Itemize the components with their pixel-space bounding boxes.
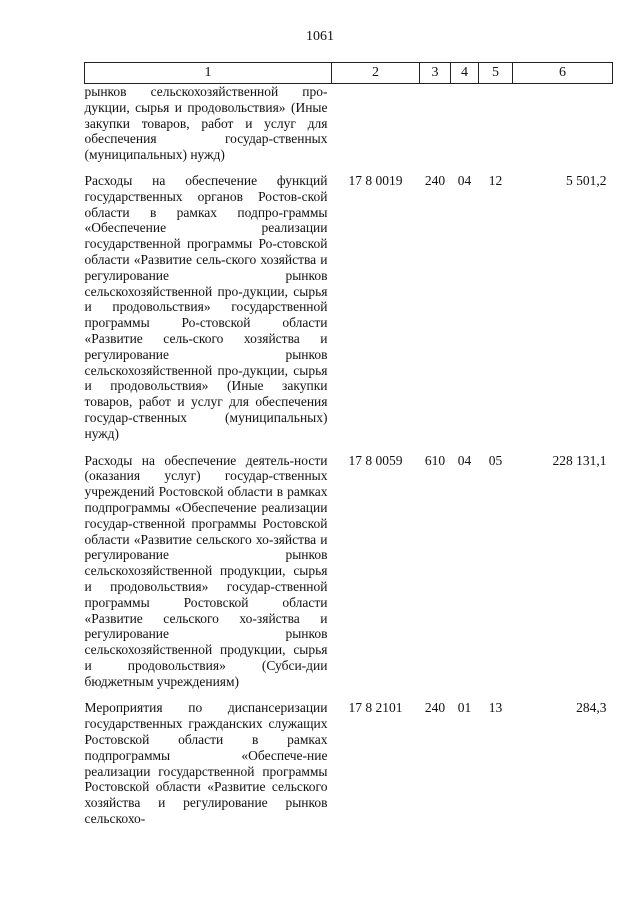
row-section: 01	[457, 700, 472, 716]
row-description: Расходы на обеспечение функций государственных органов Ростов-ской области в рамках подпро-граммы «Обеспечение реализации государственной программы Ро-стовской области «Развитие сель-ского хозяйства и регулирование рынков сельскохозяйственной про-дукции, сырья и продовольствия» государственной программы Ро-стовской области «Развитие сель-ского хозяйства и регулирование рынков сельскохозяйственной про-дукции, сырья и продовольствия» (Иные закупки товаров, работ и услуг для обеспечения государ-ственных (муниципальных) нужд)	[84, 172, 328, 441]
row-amount	[513, 84, 613, 173]
row-expense-type: 240	[424, 172, 446, 188]
row-subsection: 05	[488, 452, 503, 468]
row-target-code: 17 8 0019	[348, 172, 403, 188]
row-description: Мероприятия по диспансеризации государственных гражданских служащих Ростовской области в рамках подпрограммы «Обеспече-ние реализации государственной программы Ростовской области «Развитие сельского хозяйства и регулирование рынков сельскохо-	[84, 700, 328, 827]
row-subsection	[479, 84, 513, 173]
row-target-code: 17 8 2101	[348, 700, 403, 716]
header-col-2: 2	[332, 63, 420, 84]
row-subsection: 13	[488, 700, 503, 716]
row-amount: 284,3	[576, 700, 607, 716]
row-description: рынков сельскохозяйственной про-дукции, сырья и продовольствия» (Иные закупки товаров, работ и услуг для обеспечения государ-ственных (муниципальных) нужд)	[84, 84, 328, 163]
header-row	[85, 63, 613, 84]
header-col-6: 6	[513, 63, 613, 84]
table-row	[85, 700, 613, 837]
budget-table	[84, 62, 613, 838]
row-amount: 5 501,2	[566, 172, 607, 188]
table-row	[85, 173, 613, 453]
row-expense-type	[420, 84, 451, 173]
row-section	[451, 84, 479, 173]
row-section: 04	[457, 452, 472, 468]
row-target-code	[332, 84, 420, 173]
row-subsection: 12	[488, 172, 503, 188]
header-col-5: 5	[479, 63, 513, 84]
row-expense-type: 610	[424, 452, 446, 468]
table-row	[85, 84, 613, 173]
table-header	[85, 63, 613, 84]
header-col-3: 3	[420, 63, 451, 84]
row-target-code: 17 8 0059	[348, 452, 403, 468]
header-col-1: 1	[85, 63, 332, 84]
header-col-4: 4	[451, 63, 479, 84]
row-section: 04	[457, 172, 472, 188]
row-description: Расходы на обеспечение деятель-ности (оказания услуг) государ-ственных учреждений Ростовской области в рамках подпрограммы «Обеспечение реализации государ-ственной программы Ростовской области «Развитие сельского хо-зяйства и регулирование рынков сельскохозяйственной продукции, сырья и продовольствия» государ-ственной программы Ростовской области «Развитие сельского хо-зяйства и регулирование рынков сельскохозяйственной продукции, сырья и продовольствия» (Субси-дии бюджетным учреждениям)	[84, 452, 328, 689]
row-amount: 228 131,1	[552, 452, 607, 468]
row-expense-type: 240	[424, 700, 446, 716]
table-row	[85, 453, 613, 701]
page-number: 1061	[306, 29, 334, 44]
